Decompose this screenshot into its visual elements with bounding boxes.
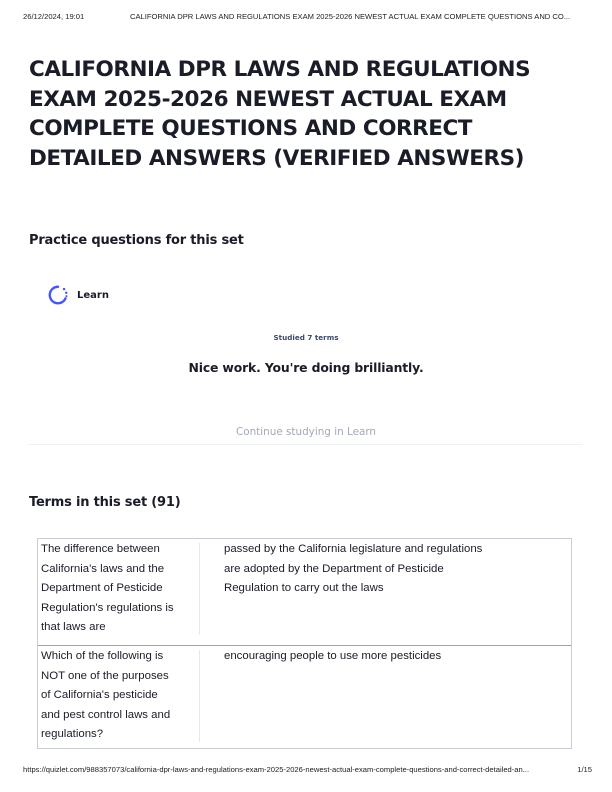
- term-line: Regulation's regulations is: [41, 601, 174, 614]
- continue-learn-link[interactable]: Continue studying in Learn: [235, 426, 377, 438]
- definition-line: are adopted by the Department of Pesticide: [224, 562, 444, 575]
- definition-line: Regulation to carry out the laws: [224, 582, 384, 595]
- term-line: Which of the following is: [41, 650, 164, 662]
- print-timestamp: 26/12/2024, 19:01: [23, 12, 85, 21]
- term-line: NOT one of the purposes: [41, 669, 169, 682]
- term-line: that laws are: [41, 621, 106, 634]
- page-title-line: EXAM 2025-2026 NEWEST ACTUAL EXAM: [29, 86, 507, 112]
- page-title-line: DETAILED ANSWERS (VERIFIED ANSWERS): [29, 145, 524, 171]
- definition-line: passed by the California legislature and regulations: [224, 543, 483, 555]
- page-title-line: COMPLETE QUESTIONS AND CORRECT: [29, 116, 473, 141]
- term-line: The difference between: [41, 543, 160, 555]
- page-number: 1/15: [577, 765, 592, 774]
- table-row: [38, 539, 571, 645]
- progress-message: Nice work. You're doing brilliantly.: [188, 360, 424, 375]
- cell-divider: [199, 543, 200, 635]
- print-footer: [23, 765, 592, 777]
- learn-button[interactable]: [47, 283, 109, 307]
- term-line: regulations?: [41, 728, 104, 741]
- print-header: [23, 12, 592, 24]
- terms-heading: Terms in this set (91): [29, 495, 181, 510]
- print-title: CALIFORNIA DPR LAWS AND REGULATIONS EXAM 2025-2026 NEWEST ACTUAL EXAM COMPLETE QUESTIONS AND CO...: [130, 12, 571, 21]
- term-line: Department of Pesticide: [41, 582, 163, 595]
- cell-divider: [199, 650, 200, 742]
- definition-cell: [224, 647, 554, 667]
- term-cell: [41, 647, 193, 745]
- print-url: https://quizlet.com/988357073/california-dpr-laws-and-regulations-exam-2025-2026-newest-actual-exam-complete-questions-and-correct-detailed-an...: [23, 765, 530, 774]
- studied-count: Studied 7 terms: [273, 333, 339, 342]
- learn-progress-icon: [47, 284, 69, 306]
- definition-line: encouraging people to use more pesticides: [224, 650, 442, 662]
- table-row: [38, 646, 571, 748]
- definition-cell: [224, 540, 554, 599]
- term-line: of California's pesticide: [41, 689, 158, 702]
- page-title: [29, 55, 569, 173]
- term-line: and pest control laws and: [41, 708, 171, 721]
- term-cell: [41, 540, 193, 638]
- term-line: California's laws and the: [41, 562, 165, 575]
- terms-table: [37, 538, 572, 749]
- section-divider: [29, 444, 583, 445]
- page-title-line: CALIFORNIA DPR LAWS AND REGULATIONS: [29, 57, 531, 82]
- practice-heading: Practice questions for this set: [29, 233, 244, 248]
- learn-label: Learn: [77, 289, 109, 301]
